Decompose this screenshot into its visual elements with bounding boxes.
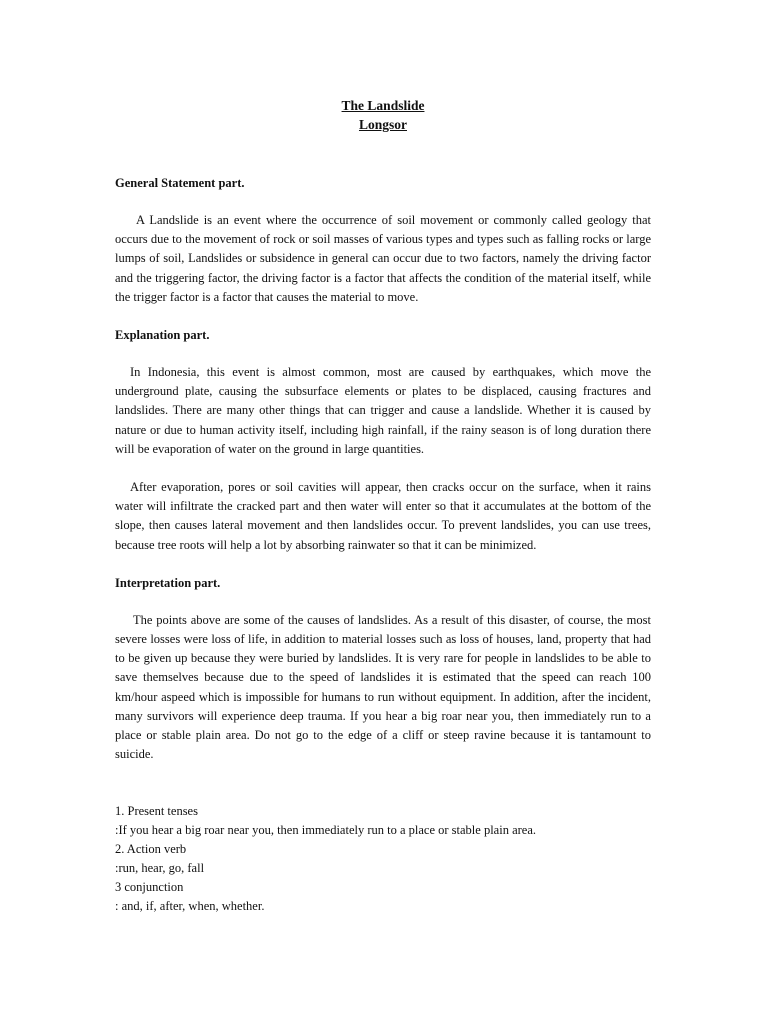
list-item: 2. Action verb [115,842,187,857]
document-subtitle: Longsor [358,117,407,132]
document-page [115,96,651,916]
list-item: 1. Present tenses [115,804,198,819]
list-item: :If you hear a big roar near you, then immediately run to a place or stable plain area. [115,823,537,838]
section-heading: Explanation part. [115,328,210,343]
section-heading: General Statement part. [115,176,245,190]
paragraph: After evaporation, pores or soil cavities will appear, then cracks occur on the surface, when it rains water will infiltrate the cracked part and then water will enter so that it accumulates at the bottom of the slope, then causes lateral movement and then landslides occur. To prevent landslides, you can use trees, because tree roots will help a lot by absorbing rainwater so that it can be minimized. [115,480,651,552]
document-title: The Landslide [341,98,425,113]
paragraph: In Indonesia, this event is almost common, most are caused by earthquakes, which move the underground plate, causing the subsurface elements or plates to be displaced, causing fractures and landslides. There are many other things that can trigger and cause a landslide. Whether it is caused by nature or due to human activity itself, including high rainfall, if the rainy season is of long duration there will be evaporation of water on the ground in large quantities. [115,365,651,456]
language-features-list [115,802,651,916]
paragraph: A Landslide is an event where the occurrence of soil movement or commonly called geology that occurs due to the movement of rock or soil masses of various types and types such as falling rocks or large lumps of soil, Landslides or subsidence in general can occur due to two factors, namely the driving factor and the triggering factor, the driving factor is a factor that affects the condition of the material itself, while the trigger factor is a factor that causes the material to move. [115,213,651,304]
paragraph: The points above are some of the causes of landslides. As a result of this disaster, of course, the most severe losses were loss of life, in addition to material losses such as loss of houses, land, property that had to be given up because they were buried by landslides. It is very rare for people in landslides to be able to save themselves because due to the speed of landslides it is estimated that the speed can reach 100 km/hour aspeed which is impossible for humans to run without equipment. In addition, after the incident, many survivors will experience deep trauma. If you hear a big roar near you, then immediately run to a place or stable plain area. Do not go to the edge of a cliff or steep ravine because it is tantamount to suicide. [115,612,651,762]
list-item: : and, if, after, when, whether. [115,899,265,914]
section-heading: Interpretation part. [115,575,221,590]
section-general-statement [115,174,651,307]
list-item: :run, hear, go, fall [115,861,205,876]
title-block [115,96,651,134]
list-item: 3 conjunction [115,880,184,895]
section-interpretation [115,574,651,765]
section-explanation [115,326,651,555]
